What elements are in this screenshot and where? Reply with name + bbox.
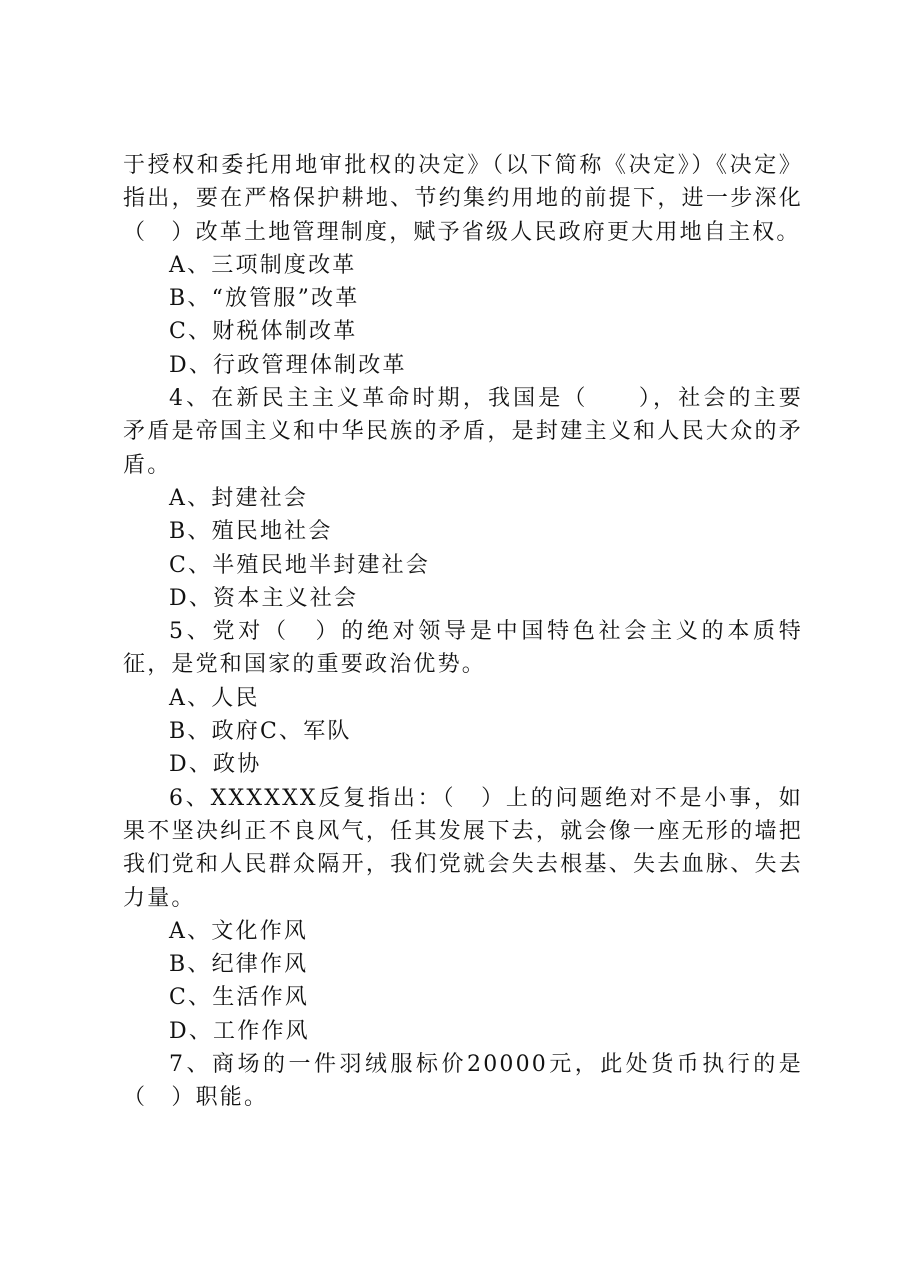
question-4-option-a: A、封建社会: [169, 485, 309, 511]
question-5-option-a: A、人民: [169, 685, 260, 711]
question-5-option-d: D、政协: [169, 752, 262, 778]
document-page: [123, 149, 803, 1115]
question-5-option-b-c: B、政府C、军队: [169, 719, 352, 745]
question-6-option-d: D、工作作风: [169, 1018, 310, 1044]
question-4-option-b: B、殖民地社会: [169, 519, 333, 545]
question-4-stem: 4、在新民主主义革命时期，我国是（ ），社会的主要矛盾是帝国主义和中华民族的矛盾，是封建主义和人民大众的矛盾。: [123, 386, 803, 478]
question-3-option-a: A、三项制度改革: [169, 252, 357, 278]
question-6-option-a: A、文化作风: [169, 918, 309, 944]
question-3-option-b: B、“放管服”改革: [169, 286, 360, 312]
question-3-option-c: C、财税体制改革: [169, 319, 358, 345]
question-4-option-d: D、资本主义社会: [169, 585, 359, 611]
question-7-stem: 7、商场的一件羽绒服标价20000元，此处货币执行的是（ ）职能。: [123, 1052, 803, 1111]
question-3-option-d: D、行政管理体制改革: [169, 352, 407, 378]
question-6-option-b: B、纪律作风: [169, 952, 309, 978]
question-6-option-c: C、生活作风: [169, 985, 310, 1011]
question-6-stem: 6、XXXXXX反复指出：（ ）上的问题绝对不是小事，如果不坚决纠正不良风气，任其发展下去，就会像一座无形的墙把我们党和人民群众隔开，我们党就会失去根基、失去血脉、失去力量。: [123, 785, 803, 911]
question-3-stem-continuation: 于授权和委托用地审批权的决定》（以下简称《决定》）《决定》指出，要在严格保护耕地、节约集约用地的前提下，进一步深化（ ）改革土地管理制度，赋予省级人民政府更大用地自主权。: [123, 153, 803, 245]
question-4-option-c: C、半殖民地半封建社会: [169, 552, 431, 578]
question-5-stem: 5、党对（ ）的绝对领导是中国特色社会主义的本质特征，是党和国家的重要政治优势。: [123, 619, 803, 678]
